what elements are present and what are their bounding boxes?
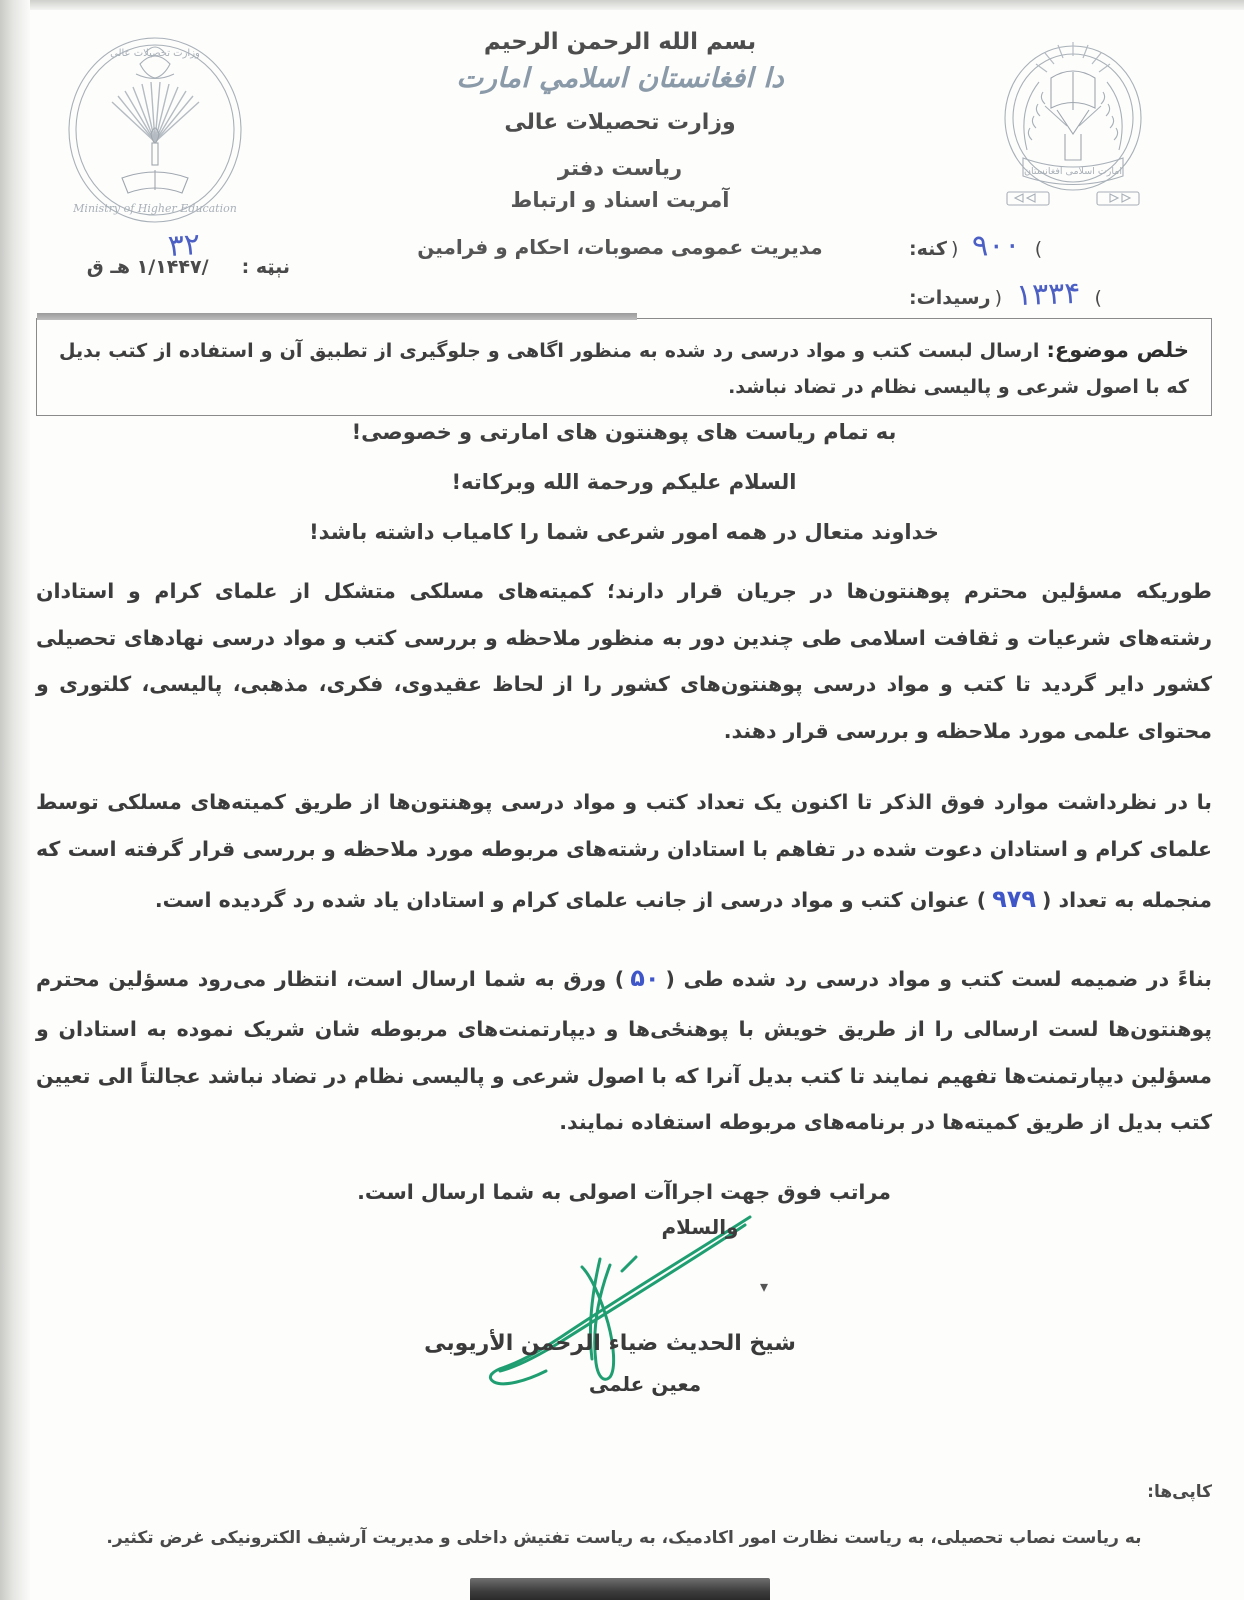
svg-text:وزارت تحصیلات عالی: وزارت تحصیلات عالی — [110, 48, 200, 59]
date-year-value: ۱۴۴۷ هـ ق — [86, 256, 202, 278]
kena-close-paren: ) — [1034, 238, 1043, 260]
emirate-calligraphy-line: دا افغانستان اسلامي امارت — [456, 62, 784, 94]
signatory-name: شیخ الحدیث ضیاء الرحمن الأریوبی — [424, 1331, 796, 1356]
residat-value: ۱۳۳۴ — [1015, 275, 1082, 314]
residat-label: رسیدات: — [909, 287, 991, 309]
signatory-title: معین علمی — [588, 1372, 702, 1396]
salaam-line: السلام علیکم ورحمة الله وبرکاته! — [451, 470, 797, 494]
department-line: مدیریت عمومی مصوبات، احکام و فرامین — [417, 234, 823, 259]
addressee-line: به تمام ریاست های پوهنتون های امارتی و خصوصی! — [351, 420, 897, 444]
svg-text:امارت اسلامی افغانستان: امارت اسلامی افغانستان — [1024, 166, 1122, 177]
office-line-1: ریاست دفتر — [557, 156, 683, 181]
scan-edge-bottom-bar — [470, 1578, 770, 1600]
paragraph-2 — [36, 779, 1212, 927]
subject-body: ارسال لبست کتب و مواد درسی رد شده به منظور اگاهی و جلوگیری از تطبیق آن و استفاده از کتب بدیل که با اصول شرعی و پالیسی نظام در تضاد نباشد. — [59, 340, 1189, 398]
residat-open-paren: ( — [994, 287, 1002, 309]
basmala-line: بسم الله الرحمن الرحيم — [483, 29, 757, 55]
scan-edge-top — [0, 0, 1244, 10]
date-month-slash: / — [201, 256, 235, 278]
kena-label: کنه: — [909, 238, 947, 260]
ministry-name: وزارت تحصیلات عالی — [504, 109, 736, 135]
attachment-page-count: ۵۰ — [630, 964, 660, 993]
date-day-handwritten: ۳۲ — [166, 226, 202, 265]
kena-open-paren: ( — [950, 238, 959, 260]
wassalam-label: والسلام — [661, 1215, 739, 1239]
date-slash-2: / — [148, 256, 156, 278]
ministry-seal-icon — [52, 30, 258, 226]
subject-box — [36, 318, 1212, 416]
date-year-era — [235, 256, 242, 278]
copies-label: کاپی‌ها: — [1147, 1482, 1212, 1502]
reference-numbers — [909, 228, 1189, 326]
signature-tick-mark: ▾ — [760, 1277, 769, 1296]
date-month: ۱ — [136, 256, 149, 278]
paragraph-3-part-b: ) ورق به شما ارسال است، انتظار می‌رود مسؤلین محترم پوهنتون‌ها لست ارسالی را از طریق خویش با پوهنځی‌ها و دیپارتمنت‌های مربوطه شان شریک نموده به استادان و مسؤلین دیپارتمنت‌ها تفهیم نمایند تا کتب بدیل آنرا که با اصول شرعی و پالیسی نظام در تضاد نباشد عجالتاً الی تعیین کتب بدیل از طریق کمیته‌ها در برنامه‌های مربوطه استفاده نمایند. — [36, 967, 1212, 1135]
closing-line: مراتب فوق جهت اجراآت اصولی به شما ارسال است. — [357, 1180, 891, 1205]
subject-label: خلص موضوع: — [1046, 338, 1189, 362]
copies-section — [36, 1482, 1212, 1548]
reference-row-residat — [909, 277, 1189, 312]
office-line-2: آمریت اسناد و ارتباط — [510, 188, 730, 213]
national-emblem-icon — [975, 22, 1170, 217]
paragraph-2-part-a: با در نظرداشت موارد فوق الذکر تا اکنون یک تعداد کتب و مواد درسی پوهنتون‌ها از طریق کمیته‌های مسلکی توسط علمای کرام و استادان دعوت شده در تفاهم با استادان رشته‌های مربوطه مورد ملاحظه و بررسی قرار گرفته است که منجمله به تعداد ( — [36, 789, 1212, 913]
reference-row-kena — [909, 228, 1189, 263]
svg-text:Ministry of Higher Education: Ministry of Higher Education — [73, 202, 237, 215]
letterhead — [290, 26, 950, 261]
date-label: نېټه : — [241, 256, 290, 278]
paragraph-3-part-a: بناءً در ضمیمه لست کتب و مواد درسی رد شده طی ( — [665, 967, 1212, 992]
letter-body — [36, 412, 1212, 1204]
rejected-books-count: ۹۷۹ — [992, 885, 1037, 914]
subject-content — [59, 331, 1189, 405]
paragraph-1: طوریکه مسؤلین محترم پوهنتون‌ها در جریان قرار دارند؛ کمیته‌های مسلکی متشکل از علمای کرام و استادان رشته‌های شرعیات و ثقافت اسلامی طی چندین دور به منظور ملاحظه و بررسی کتب و مواد درسی نهادهای تحصیلی کشور دایر گردید تا کتب و مواد درسی پوهنتون‌های کشور را از لحاظ عقیدوی، فکری، مذهبی، پالیسی، کلتوری و محتوای علمی مورد ملاحظه و بررسی قرار دهند. — [36, 579, 1212, 744]
signature-block — [330, 1215, 890, 1396]
kena-value: ٩٠٠ — [971, 227, 1022, 264]
date-field — [40, 226, 290, 278]
dua-line: خداوند متعال در همه امور شرعی شما را کامیاب داشته باشد! — [309, 520, 939, 544]
paragraph-2-part-b: ) عنوان کتب و مواد درسی از جانب علمای کرام و استادان یاد شده رد گردیده است. — [154, 888, 987, 913]
paragraph-3 — [36, 951, 1212, 1146]
scan-edge-left — [0, 0, 30, 1600]
residat-close-paren: ) — [1094, 287, 1102, 309]
copies-recipients: به ریاست نصاب تحصیلی، به ریاست نظارت امور اکادمیک، به ریاست تفتیش داخلی و مدیریت آرشیف الکترونیکی غرض تکثیر. — [106, 1528, 1142, 1548]
